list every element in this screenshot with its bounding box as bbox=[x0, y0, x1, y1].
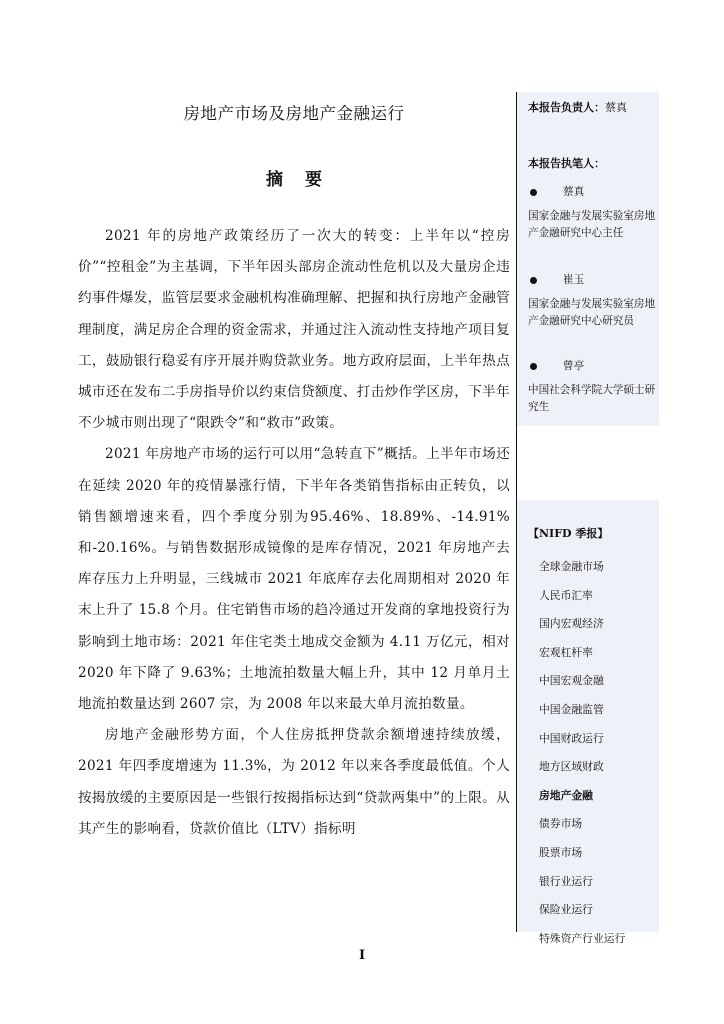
nifd-item: 中国金融监管 bbox=[539, 702, 604, 716]
nifd-item: 中国宏观金融 bbox=[539, 674, 604, 688]
abstract-paragraph: 房地产金融形势方面，个人住房抵押贷款余额增速持续放缓，2021 年四季度增速为 11.3%，为 2012 年以来各季度最低值。个人按揭放缓的主要原因是一些银行按揭指标达到“贷款两集中”的上限。从其产生的影响看，贷款价值比（LTV）指标明 bbox=[78, 727, 510, 837]
author-affiliation: 中国社会科学院大学硕士研究生 bbox=[528, 384, 656, 413]
author-name: 曾亭 bbox=[563, 360, 585, 372]
abstract-paragraph: 2021 年的房地产政策经历了一次大的转变：上半年以“控房价”“控租金”为主基调，下半年因头部房企流动性危机以及大量房企违约事件爆发，监管层要求金融机构准确理解、把握和执行房地产金融管理制度，满足房企合理的资金需求，并通过注入流动性支持地产项目复工，鼓励银行稳妥有序开展并购贷款业务。地方政府层面，上半年热点城市还在发布二手房指导价以约束信贷额度、打击炒作学区房，下半年不少城市则出现了“限跌令”和“救市”政策。 bbox=[78, 228, 510, 432]
author-affiliation: 国家金融与发展实验室房地产金融研究中心主任 bbox=[528, 210, 656, 239]
nifd-series-title: 【NIFD 季报】 bbox=[528, 527, 609, 540]
nifd-item: 股票市场 bbox=[539, 845, 583, 859]
report-title: 房地产市场及房地产金融运行 bbox=[183, 104, 405, 123]
nifd-item-current: 房地产金融 bbox=[539, 788, 593, 802]
author-affiliation: 国家金融与发展实验室房地产金融研究中心研究员 bbox=[528, 298, 656, 327]
author-entry bbox=[528, 184, 656, 242]
nifd-item: 中国财政运行 bbox=[539, 731, 604, 745]
nifd-item: 债券市场 bbox=[539, 817, 583, 831]
bullet-icon bbox=[530, 277, 537, 284]
nifd-item: 人民币汇率 bbox=[539, 588, 593, 602]
nifd-item: 保险业运行 bbox=[539, 903, 593, 917]
nifd-item: 宏观杠杆率 bbox=[539, 645, 593, 659]
nifd-item: 地方区域财政 bbox=[539, 760, 604, 774]
page-number: I bbox=[358, 948, 366, 963]
author-name: 蔡真 bbox=[563, 186, 585, 198]
abstract-heading: 摘要 bbox=[266, 170, 344, 190]
bullet-icon bbox=[530, 189, 537, 196]
responsible-label: 本报告负责人： bbox=[528, 101, 605, 114]
author-name: 崔玉 bbox=[563, 274, 585, 286]
responsible-name: 蔡真 bbox=[605, 101, 627, 114]
nifd-item: 全球金融市场 bbox=[539, 560, 604, 573]
nifd-item: 国内宏观经济 bbox=[539, 617, 604, 631]
author-entry bbox=[528, 358, 656, 416]
bullet-icon bbox=[530, 363, 537, 370]
main-column bbox=[78, 100, 510, 845]
responsible-line bbox=[528, 100, 627, 116]
nifd-item: 特殊资产行业运行 bbox=[539, 931, 626, 945]
nifd-item: 银行业运行 bbox=[539, 874, 593, 888]
authors-label: 本报告执笔人： bbox=[528, 157, 605, 170]
author-entry bbox=[528, 272, 656, 330]
nifd-series-list bbox=[539, 559, 659, 959]
abstract-paragraph: 2021 年房地产市场的运行可以用“急转直下”概括。上半年市场还在延续 2020 年的疫情暴涨行情，下半年各类销售指标由正转负，以销售额增速来看，四个季度分别为95.46%、18.89%、-14.91%和-20.16%。与销售数据形成镜像的是库存情况，2021 年房地产去库存压力上升明显，三线城市 2021 年底库存去化周期相对 2020 年末上升了 15.8 个月。住宅销售市场的趋冷通过开发商的拿地投资行为影响到土地市场：2021 年住宅类土地成交金额为 4.11 万亿元，相对 2020 年下降了 9.63%；土地流拍数量大幅上升，其中 12 月单月土地流拍数量达到 2607 宗，为 2008 年以来最大单月流拍数量。 bbox=[78, 446, 510, 713]
sidebar bbox=[516, 92, 659, 945]
